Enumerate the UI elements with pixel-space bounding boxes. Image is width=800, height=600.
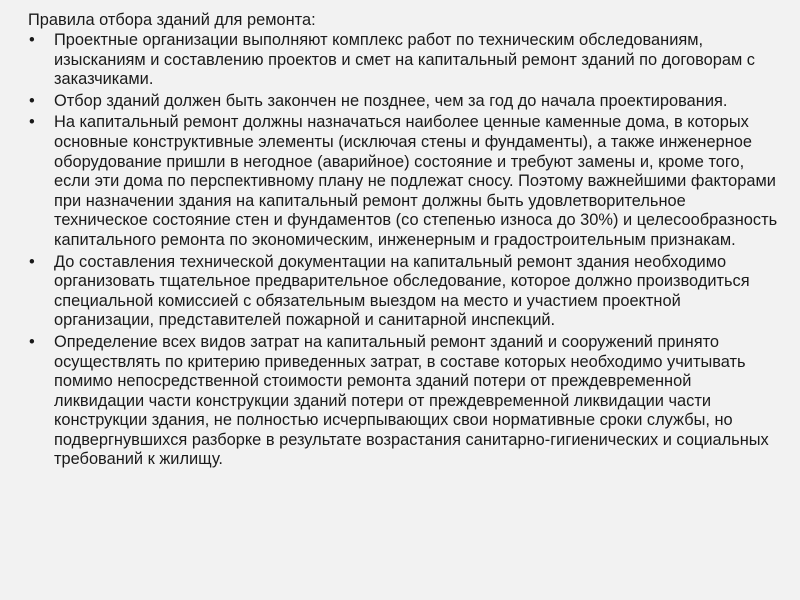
bullet-item: • Определение всех видов затрат на капитальный ремонт зданий и сооружений принято осуществлять по критерию приведенных затрат, в составе которых необходимо учитывать помимо непосредственной стоимости ремонта зданий потери от преждевременной ликвидации части конструкции зданий потери от преждевременной ликвидации части конструкции здания, не полностью исчерпывающих свои нормативные сроки службы, но подвергнувшихся разборке в результате возрастания санитарно-гигиенических и социальных требований к жилищу. bbox=[28, 333, 782, 470]
bullet-list bbox=[28, 31, 782, 470]
slide-title: Правила отбора зданий для ремонта: bbox=[28, 11, 316, 29]
bullet-item: • Проектные организации выполняют комплекс работ по техническим обследованиям, изысканиям и составлению проектов и смет на капитальный ремонт зданий по договорам с заказчиками. bbox=[28, 31, 782, 90]
bullet-item: • До составления технической документации на капитальный ремонт здания необходимо организовать тщательное предварительное обследование, которое должно производиться специальной комиссией с обязательным выездом на место и участием проектной организации, представителей пожарной и санитарной инспекций. bbox=[28, 253, 782, 331]
bullet-item: • Отбор зданий должен быть закончен не позднее, чем за год до начала проектирования. bbox=[28, 92, 782, 112]
bullet-item: • На капитальный ремонт должны назначаться наиболее ценные каменные дома, в которых основные конструктивные элементы (исключая стены и фундаменты), а также инженерное оборудование пришли в негодное (аварийное) состояние и требуют замены и, кроме того, если эти дома по перспективному плану не подлежат сносу. Поэтому важнейшими факторами при назначении здания на капитальный ремонт должны быть удовлетворительное техническое состояние стен и фундаментов (со степенью износа до 30%) и целесообразность капитального ремонта по экономическим, инженерным и градостроительным признакам. bbox=[28, 113, 782, 250]
